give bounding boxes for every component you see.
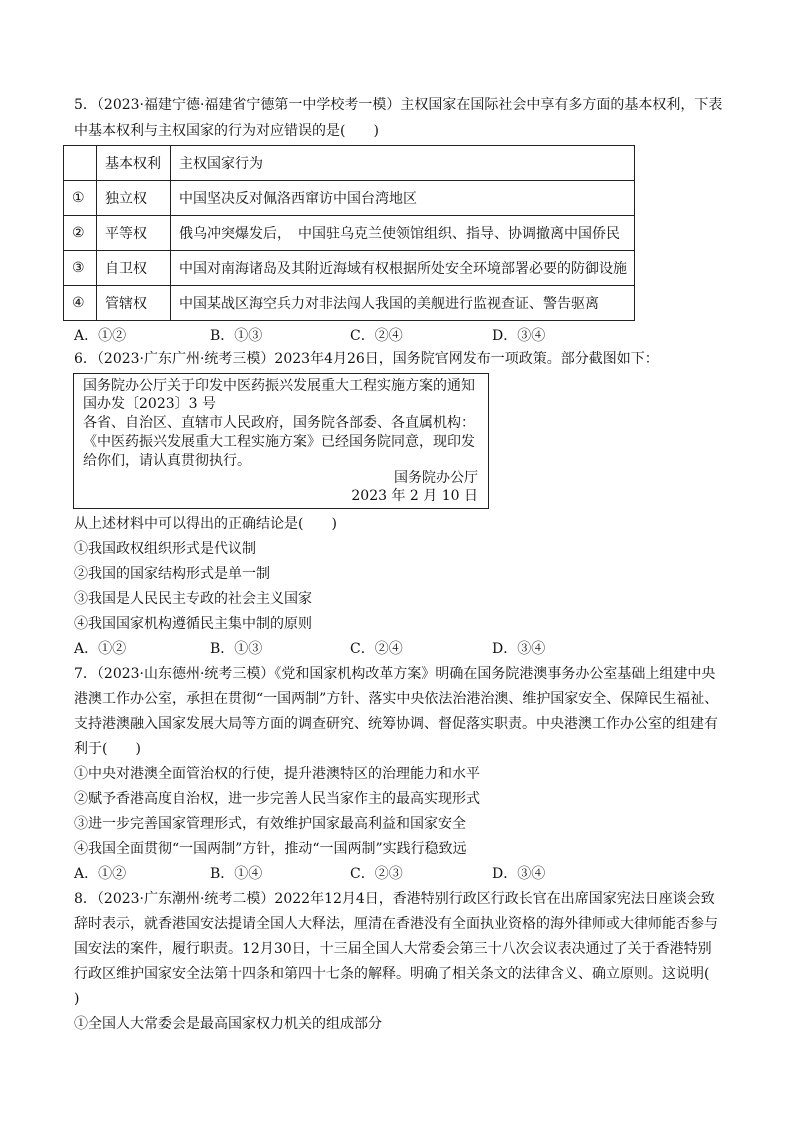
option-c[interactable]: C．②③	[350, 866, 403, 882]
table-cell-right: 自卫权	[97, 251, 171, 286]
table-cell-number: ④	[64, 286, 97, 321]
option-d[interactable]: D．③④	[492, 328, 546, 344]
table-cell-number: ③	[64, 251, 97, 286]
notice-doc-number: 国办发〔2023〕3 号	[83, 396, 216, 412]
option-a[interactable]: A．①②	[74, 866, 127, 882]
notice-date: 2023 年 2 月 10 日	[351, 488, 478, 504]
q8-stem-line1: 8．（2023·广东潮州·统考二模）2022年12月4日，香港特别行政区行政长官在出席国家宪法日座谈会致	[74, 891, 715, 907]
q8-item: ①全国人大常委会是最高国家权力机关的组成部分	[74, 1016, 382, 1032]
q7-item: ④我国全面贯彻“一国两制”方针，推动“一国两制”实践行稳致远	[74, 841, 467, 857]
option-d[interactable]: D．③④	[492, 866, 546, 882]
option-c[interactable]: C．②④	[350, 328, 403, 344]
table-cell-right: 独立权	[97, 181, 171, 216]
notice-title: 国务院办公厅关于印发中医药振兴发展重大工程实施方案的通知	[83, 378, 475, 394]
q7-item: ③进一步完善国家管理形式，有效维护国家最高利益和国家安全	[74, 816, 466, 832]
rights-table	[63, 145, 635, 321]
q8-stem-line3: 国安法的案件，履行职责。12月30日，十三届全国人大常委会第三十八次会议表决通过了关于香港特别	[74, 941, 712, 957]
table-cell-right: 管辖权	[97, 286, 171, 321]
notice-signer: 国务院办公厅	[394, 470, 478, 486]
notice-body-line1: 《中医药振兴发展重大工程实施方案》已经国务院同意，现印发	[83, 434, 475, 450]
q6-item: ①我国政权组织形式是代议制	[74, 541, 256, 557]
option-d[interactable]: D．③④	[492, 641, 546, 657]
q7-item: ②赋予香港高度自治权，进一步完善人民当家作主的最高实现形式	[74, 791, 480, 807]
q8-stem-line5: )	[74, 991, 80, 1007]
table-row	[64, 286, 635, 321]
table-cell-number: ①	[64, 181, 97, 216]
q6-item: ④我国国家机构遵循民主集中制的原则	[74, 616, 312, 632]
q7-stem-line1: 7．（2023·山东德州·统考三模）《党和国家机构改革方案》明确在国务院港澳事务办公室基础上组建中央	[74, 666, 716, 682]
table-cell-action: 中国坚决反对佩洛西窜访中国台湾地区	[171, 181, 635, 216]
policy-notice-box	[73, 373, 489, 509]
option-c[interactable]: C．②④	[350, 641, 403, 657]
table-header-row	[64, 146, 635, 181]
q7-stem-line2: 港澳工作办公室，承担在贯彻“一国两制”方针、落实中央依法治港治澳、维护国家安全、保障民生福祉、	[74, 691, 719, 707]
q6-stem: 6．（2023·广东广州·统考三模）2023年4月26日，国务院官网发布一项政策。部分截图如下：	[74, 351, 659, 367]
option-a[interactable]: A．①②	[74, 641, 127, 657]
q5-stem-line1: 5．（2023·福建宁德·福建省宁德第一中学校考一模）主权国家在国际社会中享有多方面的基本权利，下表	[74, 97, 723, 113]
q8-stem-line2: 辞时表示，就香港国安法提请全国人大释法，厘清在香港没有全面执业资格的海外律师或大律师能否参与	[74, 916, 718, 932]
option-b[interactable]: B．①③	[210, 328, 263, 344]
q8-stem-line4: 行政区维护国家安全法第十四条和第四十七条的解释。明确了相关条文的法律含义、确立原则。这说明(	[74, 966, 710, 982]
table-row	[64, 181, 635, 216]
q6-ask: 从上述材料中可以得出的正确结论是( )	[74, 516, 337, 532]
table-header-cell: 基本权利	[97, 146, 171, 181]
notice-recipients: 各省、自治区、直辖市人民政府，国务院各部委、各直属机构：	[83, 415, 475, 431]
table-cell-right: 平等权	[97, 216, 171, 251]
q5-stem-line2: 中基本权利与主权国家的行为对应错误的是( )	[74, 123, 379, 139]
q7-stem-line3: 支持港澳融入国家发展大局等方面的调查研究、统筹协调、督促落实职责。中央港澳工作办公室的组建有	[74, 716, 718, 732]
table-cell-action: 中国某战区海空兵力对非法闯人我国的美舰进行监视查证、警告驱离	[171, 286, 635, 321]
notice-body-line2: 给你们，请认真贯彻执行。	[83, 453, 251, 469]
table-header-cell	[64, 146, 97, 181]
q6-item: ③我国是人民民主专政的社会主义国家	[74, 591, 312, 607]
q7-stem-line4: 利于( )	[74, 741, 141, 757]
table-header-cell: 主权国家行为	[171, 146, 635, 181]
table-row	[64, 251, 635, 286]
option-a[interactable]: A．①②	[74, 328, 127, 344]
table-cell-number: ②	[64, 216, 97, 251]
option-b[interactable]: B．①③	[210, 641, 263, 657]
table-cell-action: 俄乌冲突爆发后， 中国驻乌克兰使领馆组织、指导、协调撤离中国侨民	[171, 216, 635, 251]
q6-item: ②我国的国家结构形式是单一制	[74, 566, 270, 582]
table-row	[64, 216, 635, 251]
table-cell-action: 中国对南海诸岛及其附近海域有权根据所处安全环境部署必要的防御设施	[171, 251, 635, 286]
option-b[interactable]: B．①④	[210, 866, 263, 882]
q7-item: ①中央对港澳全面管治权的行使，提升港澳特区的治理能力和水平	[74, 766, 480, 782]
